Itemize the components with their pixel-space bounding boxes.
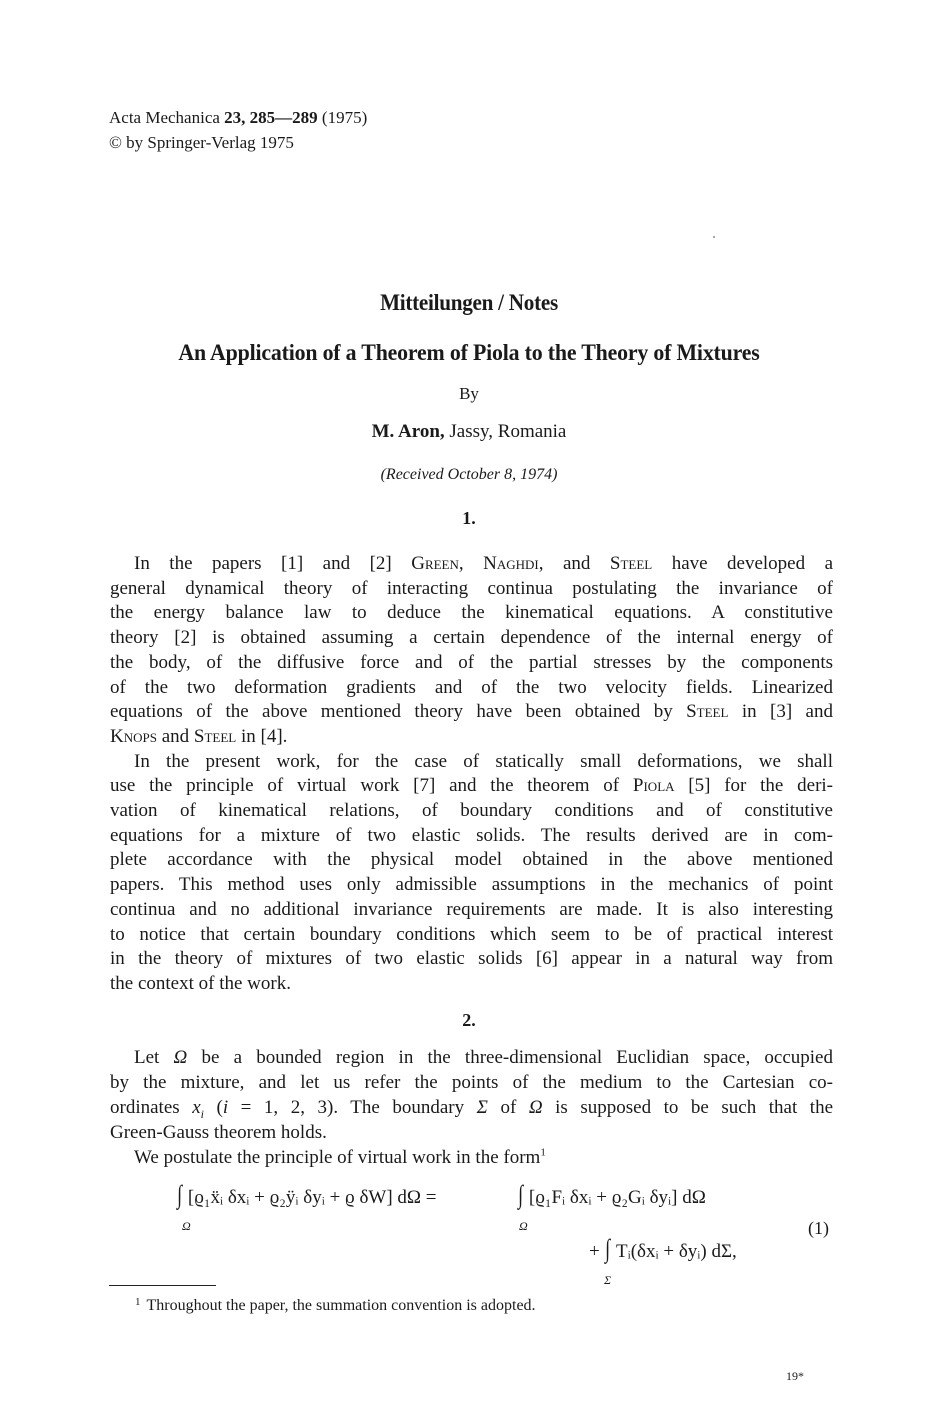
cited-author: Steel [193, 725, 237, 747]
math-symbol: Ω [528, 1097, 543, 1118]
text-line: papers. This method uses only admissible assumptions in the mechanics of point [110, 874, 833, 896]
text-line: continua and no additional invariance requirements are made. It is also interesting [110, 898, 833, 920]
text-line: We postulate the principle of virtual work in the form$^1$ [134, 1146, 546, 1168]
text-line: by the mixture, and let us refer the points of the medium to the Cartesian co- [110, 1072, 833, 1093]
integral-sign: ∫ [177, 1180, 183, 1209]
text-line: of the two deformation gradients and of the two velocity fields. Linearized [110, 676, 833, 698]
equation-lhs-integrand: [ϱ₁ẍᵢ δxᵢ + ϱ₂ÿᵢ δyᵢ + ϱ δW] dΩ = [187, 1187, 437, 1208]
cited-author: Piola [632, 775, 675, 797]
plus-sign: + [589, 1241, 600, 1262]
text-line: Green-Gauss theorem holds. [110, 1122, 327, 1143]
text-line: equations of the above mentioned theory have been obtained by Steel in [3] and [110, 701, 833, 723]
math-symbol: x [192, 1097, 201, 1118]
subscript: i [200, 1106, 204, 1120]
footnote-text: Throughout the paper, the summation convention is adopted. [146, 1297, 536, 1314]
cited-author: Green [411, 553, 459, 574]
section-number-2: 2. [462, 1010, 476, 1030]
equation-lhs [176, 1180, 437, 1210]
paper-title: An Application of a Theorem of Piola to the Theory of Mixtures [178, 340, 760, 366]
text-line: the context of the work. [110, 972, 291, 994]
integral-domain-omega: Ω [182, 1219, 191, 1233]
page-signature: 19* [786, 1369, 804, 1383]
integral-sign: ∫ [605, 1234, 611, 1263]
integral-domain-sigma: Σ [604, 1273, 612, 1287]
text-line: plete accordance with the physical model obtained in the above mentioned [110, 849, 833, 871]
integral-sign: ∫ [518, 1180, 524, 1209]
section-label: Mitteilungen / Notes [380, 290, 558, 315]
text-line: ordinates $x_i$ (i = 1, 2, 3). The boundary Σ of Ω is supposed to be such that the [110, 1097, 833, 1120]
equation-rhs-volume [517, 1180, 706, 1210]
received-date: (Received October 8, 1974) [380, 466, 558, 483]
equation-rhs-volume-integrand: [ϱ₁Fᵢ δxᵢ + ϱ₂Gᵢ δyᵢ] dΩ [528, 1187, 706, 1208]
author-name: M. Aron, [371, 421, 445, 442]
cited-author: Naghdi [483, 553, 539, 574]
text-line: equations for a mixture of two elastic solids. The results derived are in com- [110, 824, 833, 846]
journal-year: (1975) [317, 108, 368, 127]
text-line: In the present work, for the case of statically small deformations, we shall [134, 750, 833, 772]
cited-author: Steel [686, 701, 729, 723]
footnote-rule [109, 1285, 216, 1286]
copyright-line: © by Springer-Verlag 1975 [109, 133, 294, 152]
cited-author: Steel [609, 553, 653, 574]
text-line: Knops and Steel in [4]. [110, 725, 288, 747]
journal-name: Acta Mechanica [109, 108, 225, 127]
text-line: the energy balance law to deduce the kinematical equations. A constitutive [110, 602, 833, 624]
text-line: In the papers [1] and [2] Green, Naghdi, and Steel have developed a [134, 553, 833, 574]
text-line: in the theory of mixtures of two elastic solids [6] appear in a natural way from [110, 948, 833, 970]
math-symbol: i [222, 1097, 229, 1118]
footnote-ref: 1 [540, 1146, 546, 1159]
footnote [135, 1296, 536, 1315]
scan-speck [713, 236, 715, 238]
equation-number: (1) [808, 1218, 829, 1238]
journal-citation [109, 108, 367, 128]
text-line: vation of kinematical relations, of boundary conditions and of constitutive [110, 800, 833, 821]
text-line: theory [2] is obtained assuming a certain dependence of the internal energy of [110, 627, 833, 649]
text-line: use the principle of virtual work [7] and the theorem of Piola [5] for the deri- [110, 775, 833, 797]
math-symbol: Σ [476, 1097, 488, 1118]
byline: By [459, 384, 479, 403]
text-line: to notice that certain boundary conditions which seem to be of practical interest [110, 923, 833, 945]
author-affiliation: Jassy, Romania [444, 421, 567, 442]
journal-volume-pages: 23, 285—289 [224, 108, 318, 127]
author-line [0, 421, 938, 443]
footnote-marker: 1 [135, 1296, 141, 1308]
equation-rhs-surface [589, 1234, 737, 1264]
integral-domain-omega: Ω [519, 1219, 528, 1233]
section-number-1: 1. [462, 508, 476, 528]
text-line: general dynamical theory of interacting continua postulating the invariance of [110, 577, 833, 599]
text-line: Let Ω be a bounded region in the three-dimensional Euclidian space, occupied [134, 1047, 833, 1068]
cited-author: Knops [110, 725, 157, 747]
math-symbol: Ω [173, 1047, 188, 1068]
text-line: the body, of the diffusive force and of the partial stresses by the components [110, 651, 833, 673]
equation-rhs-surface-integrand: Tᵢ(δxᵢ + δyᵢ) dΣ, [616, 1241, 737, 1262]
